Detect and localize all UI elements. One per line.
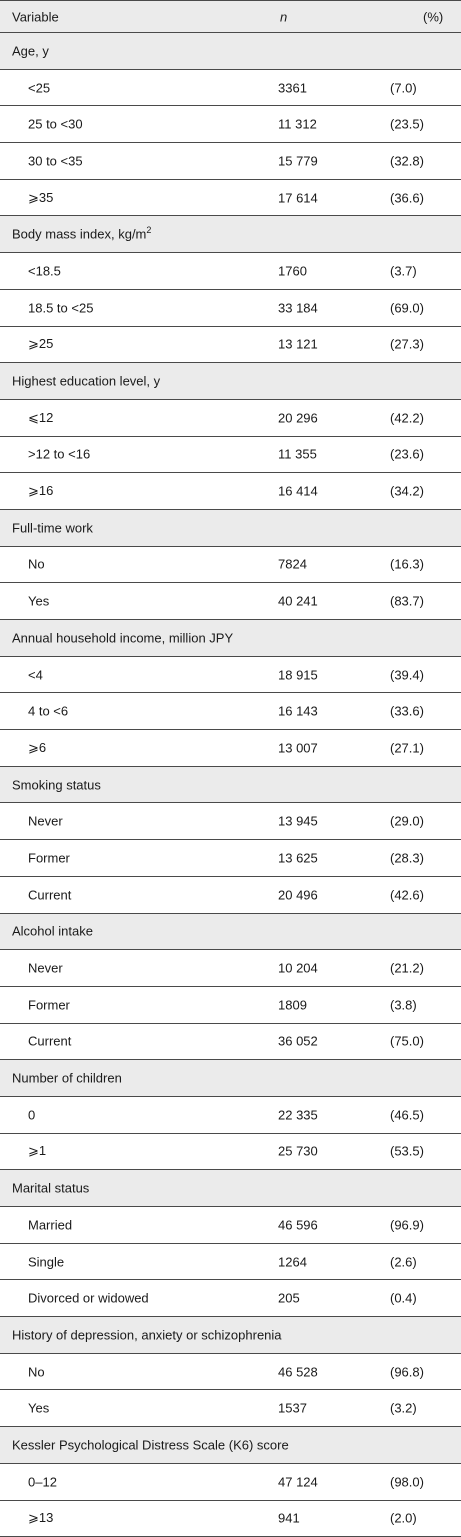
row-n-value: 16 414 (278, 484, 318, 499)
table-row (0, 987, 461, 1024)
row-label: ⩾13 (28, 1510, 53, 1526)
category-label-text: Annual household income, million JPY (12, 630, 233, 645)
table-row (0, 70, 461, 107)
category-row (0, 510, 461, 547)
row-percent-value: (42.2) (390, 410, 424, 425)
table-row (0, 840, 461, 877)
row-n-value: 11 312 (278, 117, 317, 132)
row-n-value: 18 915 (278, 667, 318, 682)
row-label: Current (28, 1034, 71, 1049)
table-header-row (0, 0, 461, 33)
category-label (12, 1071, 122, 1086)
header-variable: Variable (12, 9, 59, 24)
category-label (12, 1327, 282, 1342)
row-percent-value: (2.0) (390, 1511, 417, 1526)
row-label: Yes (28, 594, 49, 609)
table-row (0, 327, 461, 364)
table-row (0, 583, 461, 620)
category-label-text: Marital status (12, 1181, 89, 1196)
table-row (0, 1501, 461, 1537)
category-row (0, 767, 461, 804)
row-percent-value: (42.6) (390, 887, 424, 902)
row-label: Divorced or widowed (28, 1291, 149, 1306)
table-row (0, 877, 461, 914)
row-label: ⩽12 (28, 410, 53, 426)
category-row (0, 216, 461, 253)
category-label-text: Number of children (12, 1071, 122, 1086)
row-percent-value: (16.3) (390, 557, 424, 572)
row-n-value: 33 184 (278, 300, 318, 315)
category-label-text: Full-time work (12, 520, 93, 535)
row-percent-value: (3.2) (390, 1401, 417, 1416)
table-row (0, 437, 461, 474)
category-row (0, 1060, 461, 1097)
table-row (0, 803, 461, 840)
row-n-value: 10 204 (278, 961, 318, 976)
row-percent-value: (96.9) (390, 1217, 424, 1232)
row-label: Single (28, 1254, 64, 1269)
category-label-text: Age, y (12, 43, 49, 58)
row-label: 0 (28, 1107, 35, 1122)
row-percent-value: (39.4) (390, 667, 424, 682)
table-row (0, 693, 461, 730)
table-row (0, 1134, 461, 1171)
row-n-value: 20 496 (278, 887, 318, 902)
row-percent-value: (23.6) (390, 447, 424, 462)
row-percent-value: (28.3) (390, 850, 424, 865)
row-n-value: 40 241 (278, 594, 318, 609)
row-percent-value: (2.6) (390, 1254, 417, 1269)
row-percent-value: (33.6) (390, 704, 424, 719)
row-label: 0–12 (28, 1474, 57, 1489)
row-n-value: 205 (278, 1291, 300, 1306)
row-percent-value: (29.0) (390, 814, 424, 829)
category-label-text: Body mass index, kg/m (12, 227, 146, 242)
table-row (0, 657, 461, 694)
row-n-value: 15 779 (278, 153, 318, 168)
table-row (0, 547, 461, 584)
category-label (12, 43, 49, 58)
row-label: ⩾16 (28, 483, 53, 499)
row-label: Married (28, 1217, 72, 1232)
row-label: <4 (28, 667, 43, 682)
table-row (0, 1390, 461, 1427)
row-label: <18.5 (28, 263, 61, 278)
row-label: ⩾1 (28, 1143, 46, 1159)
row-label: >12 to <16 (28, 447, 90, 462)
table-row (0, 1244, 461, 1281)
category-label-text: History of depression, anxiety or schizophrenia (12, 1327, 282, 1342)
category-label-text: Alcohol intake (12, 924, 93, 939)
row-label: Former (28, 850, 70, 865)
table-row (0, 1207, 461, 1244)
row-n-value: 13 007 (278, 740, 318, 755)
row-label: 4 to <6 (28, 704, 68, 719)
table-row (0, 143, 461, 180)
category-label-text: Kessler Psychological Distress Scale (K6) score (12, 1437, 289, 1452)
row-label: ⩾25 (28, 336, 53, 352)
row-label: 25 to <30 (28, 117, 83, 132)
row-percent-value: (83.7) (390, 594, 424, 609)
table-row (0, 253, 461, 290)
category-row (0, 1170, 461, 1207)
category-label-superscript: 2 (146, 225, 151, 235)
row-n-value: 46 528 (278, 1364, 318, 1379)
category-label (12, 924, 93, 939)
row-n-value: 1537 (278, 1401, 307, 1416)
row-percent-value: (32.8) (390, 153, 424, 168)
table-row (0, 1354, 461, 1391)
row-percent-value: (34.2) (390, 484, 424, 499)
row-label: Former (28, 997, 70, 1012)
table-row (0, 1464, 461, 1501)
category-row (0, 914, 461, 951)
row-n-value: 46 596 (278, 1217, 318, 1232)
row-percent-value: (96.8) (390, 1364, 424, 1379)
table-body (0, 33, 461, 1537)
table-row (0, 473, 461, 510)
row-n-value: 25 730 (278, 1144, 318, 1159)
row-label: 18.5 to <25 (28, 300, 93, 315)
row-percent-value: (69.0) (390, 300, 424, 315)
table-row (0, 730, 461, 767)
row-n-value: 20 296 (278, 410, 318, 425)
header-percent: (%) (423, 9, 443, 24)
row-n-value: 3361 (278, 80, 307, 95)
row-percent-value: (46.5) (390, 1107, 424, 1122)
row-percent-value: (75.0) (390, 1034, 424, 1049)
table-row (0, 106, 461, 143)
row-label: Never (28, 814, 63, 829)
category-label (12, 1437, 289, 1452)
row-percent-value: (0.4) (390, 1291, 417, 1306)
row-percent-value: (23.5) (390, 117, 424, 132)
row-n-value: 17 614 (278, 190, 318, 205)
row-n-value: 13 121 (278, 337, 318, 352)
row-n-value: 22 335 (278, 1107, 318, 1122)
category-label (12, 777, 101, 792)
category-label-text: Highest education level, y (12, 374, 160, 389)
row-label: <25 (28, 80, 50, 95)
table-row (0, 950, 461, 987)
category-label-text: Smoking status (12, 777, 101, 792)
row-n-value: 1264 (278, 1254, 307, 1269)
row-percent-value: (98.0) (390, 1474, 424, 1489)
row-n-value: 7824 (278, 557, 307, 572)
table-row (0, 400, 461, 437)
row-label: ⩾35 (28, 190, 53, 206)
row-label: No (28, 557, 45, 572)
category-label (12, 1181, 89, 1196)
row-n-value: 1809 (278, 997, 307, 1012)
category-label (12, 520, 93, 535)
header-n: n (280, 9, 287, 24)
row-label: No (28, 1364, 45, 1379)
category-row (0, 363, 461, 400)
category-label (12, 227, 151, 242)
row-n-value: 13 625 (278, 850, 318, 865)
row-label: ⩾6 (28, 740, 46, 756)
row-percent-value: (53.5) (390, 1144, 424, 1159)
row-label: 30 to <35 (28, 153, 83, 168)
table-row (0, 180, 461, 217)
row-percent-value: (3.7) (390, 263, 417, 278)
row-percent-value: (36.6) (390, 190, 424, 205)
row-n-value: 1760 (278, 263, 307, 278)
row-n-value: 941 (278, 1511, 300, 1526)
row-label: Never (28, 961, 63, 976)
category-row (0, 33, 461, 70)
row-percent-value: (3.8) (390, 997, 417, 1012)
row-label: Current (28, 887, 71, 902)
category-row (0, 620, 461, 657)
row-n-value: 13 945 (278, 814, 318, 829)
row-percent-value: (21.2) (390, 961, 424, 976)
row-n-value: 47 124 (278, 1474, 318, 1489)
row-n-value: 36 052 (278, 1034, 318, 1049)
category-label (12, 374, 160, 389)
category-row (0, 1317, 461, 1354)
table-row (0, 1024, 461, 1061)
category-row (0, 1427, 461, 1464)
row-label: Yes (28, 1401, 49, 1416)
row-percent-value: (27.1) (390, 740, 424, 755)
row-percent-value: (27.3) (390, 337, 424, 352)
table-row (0, 290, 461, 327)
table-row (0, 1280, 461, 1317)
row-n-value: 11 355 (278, 447, 317, 462)
table-row (0, 1097, 461, 1134)
row-n-value: 16 143 (278, 704, 318, 719)
row-percent-value: (7.0) (390, 80, 417, 95)
category-label (12, 630, 233, 645)
